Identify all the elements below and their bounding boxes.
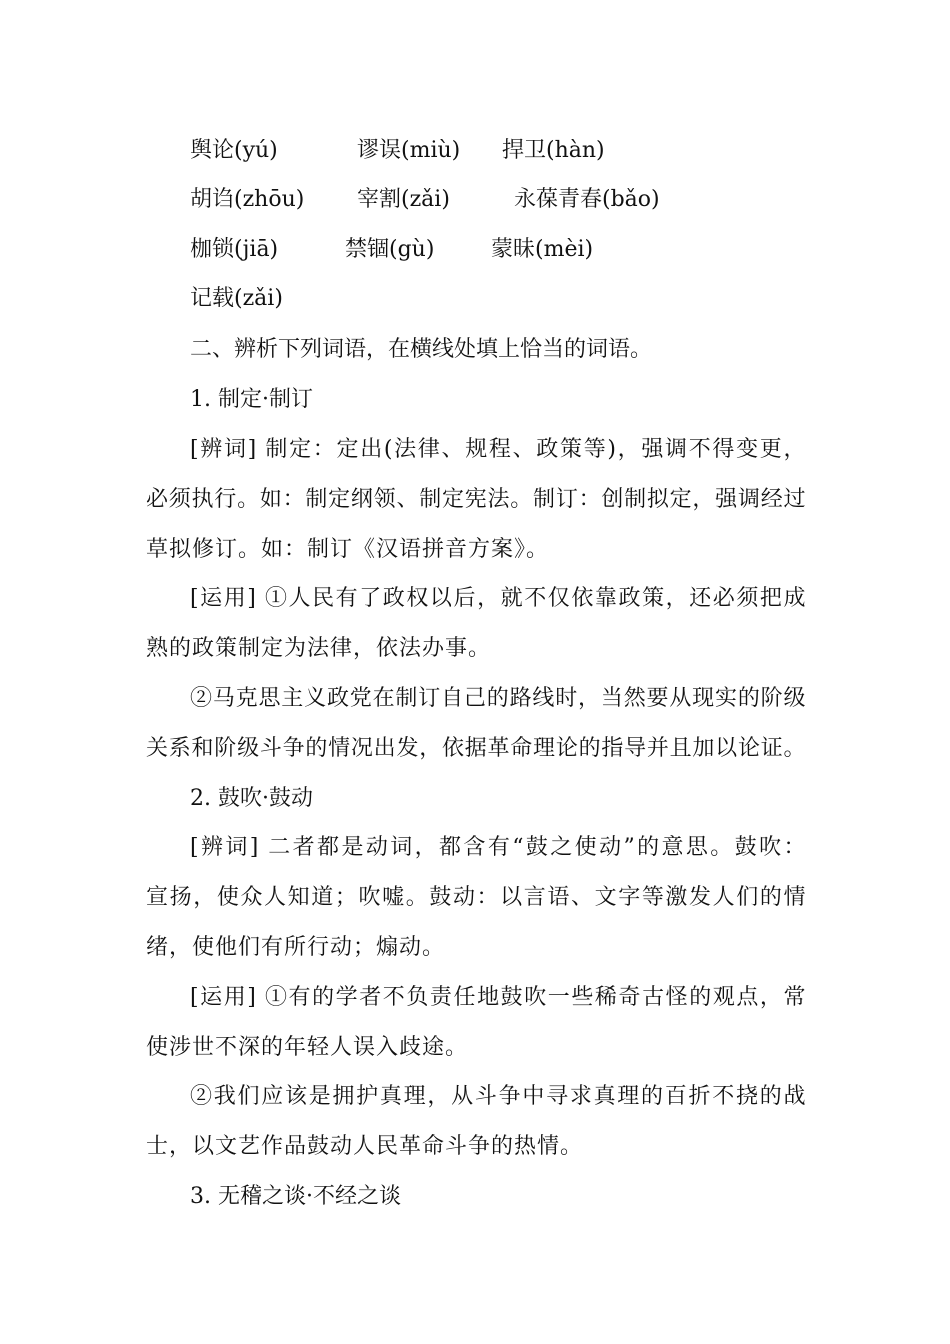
pronunciation-item: 永葆青春(bǎo) — [514, 187, 660, 212]
yunyong-line: ②我们应该是拥护真理，从斗争中寻求真理的百折不挠的战 — [190, 1084, 806, 1109]
yunyong-line-text: 士，以文艺作品鼓动人民革命斗争的热情。 — [146, 1134, 584, 1159]
bianci-line: [辨词] 制定：定出(法律、规程、政策等)，强调不得变更， — [190, 437, 806, 462]
pronunciation-item: 胡诌(zhōu) — [190, 187, 305, 212]
pronunciation-item: 捍卫(hàn) — [502, 138, 605, 163]
bianci-line: 必须执行。如：制定纲领、制定宪法。制订：创制拟定，强调经过 — [146, 487, 806, 512]
pronunciation-item: 枷锁(jiā) — [190, 237, 279, 262]
pronunciation-item: 舆论(yú) — [190, 138, 278, 163]
item-heading-text: 1. 制定·制订 — [190, 387, 313, 412]
item-heading-text: 2. 鼓吹·鼓动 — [190, 786, 313, 811]
yunyong-line: ②马克思主义政党在制订自己的路线时，当然要从现实的阶级 — [190, 686, 806, 711]
pronunciation-item: 谬误(miù) — [357, 138, 461, 163]
section-title-text: 二、辨析下列词语，在横线处填上恰当的词语。 — [190, 337, 653, 362]
yunyong-line-text: 熟的政策制定为法律，依法办事。 — [146, 636, 492, 661]
pronunciation-item: 禁锢(gù) — [345, 237, 435, 262]
bianci-line-text: 草拟修订。如：制订《汉语拼音方案》。 — [146, 537, 550, 562]
bianci-line: 宣扬，使众人知道；吹嘘。鼓动：以言语、文字等激发人们的情 — [146, 885, 806, 910]
yunyong-line-text: 使涉世不深的年轻人误入歧途。 — [146, 1035, 469, 1060]
yunyong-line: 关系和阶级斗争的情况出发，依据革命理论的指导并且加以论证。 — [146, 736, 806, 761]
yunyong-line: [运用] ①有的学者不负责任地鼓吹一些稀奇古怪的观点，常 — [190, 985, 806, 1010]
bianci-line: [辨词] 二者都是动词，都含有“鼓之使动”的意思。鼓吹： — [190, 835, 806, 860]
pronunciation-item: 蒙昧(mèi) — [491, 237, 594, 262]
item-heading-text: 3. 无稽之谈·不经之谈 — [190, 1184, 401, 1209]
pronunciation-item: 记载(zǎi) — [190, 286, 283, 311]
bianci-line-text: 绪，使他们有所行动；煽动。 — [146, 935, 446, 960]
yunyong-line: [运用] ①人民有了政权以后，就不仅依靠政策，还必须把成 — [190, 586, 806, 611]
pronunciation-item: 宰割(zǎi) — [357, 187, 450, 212]
